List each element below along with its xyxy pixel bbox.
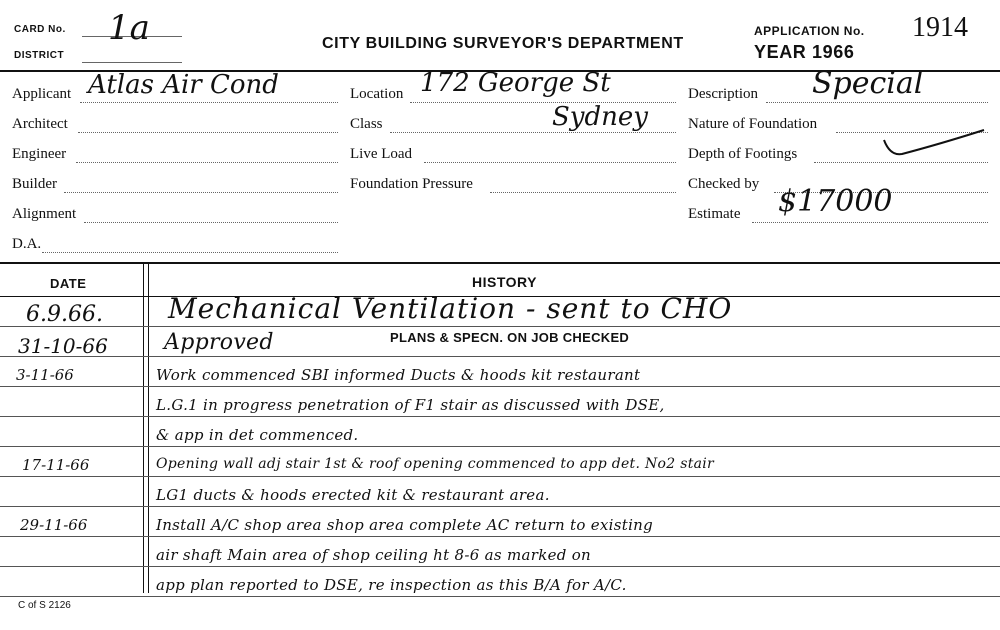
department-title: CITY BUILDING SURVEYOR'S DEPARTMENT bbox=[322, 35, 684, 52]
history-date: 31-10-66 bbox=[18, 334, 108, 358]
history-rule bbox=[0, 446, 1000, 447]
class-line bbox=[390, 132, 676, 133]
district-line bbox=[82, 62, 182, 63]
history-entry: LG1 ducts & hoods erected kit & restaurant area. bbox=[156, 486, 550, 504]
form-code: C of S 2126 bbox=[18, 600, 71, 611]
date-column-divider-2 bbox=[148, 263, 149, 593]
checked-by-label: Checked by bbox=[688, 176, 760, 192]
engineer-label: Engineer bbox=[12, 146, 67, 162]
engineer-line bbox=[76, 162, 338, 163]
check-mark bbox=[880, 126, 990, 166]
history-entry: Install A/C shop area shop area complete AC return to existing bbox=[156, 516, 654, 534]
nature-of-foundation-label: Nature of Foundation bbox=[688, 116, 818, 132]
foundation-pressure-line bbox=[490, 192, 676, 193]
history-rule bbox=[0, 536, 1000, 537]
history-rule bbox=[0, 566, 1000, 567]
description-label: Description bbox=[688, 86, 758, 102]
foundation-pressure-label: Foundation Pressure bbox=[350, 176, 473, 192]
estimate-label: Estimate bbox=[688, 206, 741, 222]
estimate-value: $17000 bbox=[778, 184, 893, 219]
application-no-label: APPLICATION No. bbox=[754, 24, 865, 38]
application-no-value: 1914 bbox=[912, 12, 968, 43]
builder-line bbox=[64, 192, 338, 193]
history-entry: air shaft Main area of shop ceiling ht 8-6 as marked on bbox=[156, 546, 592, 564]
da-line bbox=[42, 252, 338, 253]
alignment-label: Alignment bbox=[12, 206, 77, 222]
applicant-line bbox=[80, 102, 338, 103]
location-value: 172 George St bbox=[420, 68, 611, 98]
location-label: Location bbox=[350, 86, 404, 102]
depth-of-footings-label: Depth of Footings bbox=[688, 146, 798, 162]
history-entry: Opening wall adj stair 1st & roof opening commenced to app det. No2 stair bbox=[156, 456, 715, 472]
da-label: D.A. bbox=[12, 236, 42, 252]
district-label: DISTRICT bbox=[14, 50, 65, 61]
card-no-label: CARD No. bbox=[14, 24, 66, 35]
estimate-line bbox=[752, 222, 988, 223]
live-load-line bbox=[424, 162, 676, 163]
year-label: YEAR 1966 bbox=[754, 42, 855, 62]
date-header: DATE bbox=[50, 276, 87, 291]
history-entry: Approved bbox=[164, 330, 274, 355]
history-date: 17-11-66 bbox=[22, 456, 90, 474]
architect-label: Architect bbox=[12, 116, 68, 132]
class-label: Class bbox=[350, 116, 383, 132]
builder-label: Builder bbox=[12, 176, 57, 192]
history-entry: & app in det commenced. bbox=[156, 426, 359, 444]
history-entry: L.G.1 in progress penetration of F1 stair as discussed with DSE, bbox=[156, 396, 665, 414]
alignment-line bbox=[84, 222, 338, 223]
history-date: 29-11-66 bbox=[20, 516, 88, 534]
history-rule bbox=[0, 506, 1000, 507]
history-rule bbox=[0, 416, 1000, 417]
history-rule bbox=[0, 326, 1000, 327]
history-date: 3-11-66 bbox=[16, 366, 74, 384]
history-top-border bbox=[0, 262, 1000, 264]
card-no-value: 1a bbox=[108, 8, 150, 48]
history-rule bbox=[0, 356, 1000, 357]
history-entry: Work commenced SBI informed Ducts & hoods kit restaurant bbox=[156, 366, 641, 384]
applicant-label: Applicant bbox=[12, 86, 72, 102]
description-line bbox=[766, 102, 988, 103]
description-value: Special bbox=[812, 66, 924, 101]
live-load-label: Live Load bbox=[350, 146, 413, 162]
history-header: HISTORY bbox=[472, 274, 537, 290]
history-entry: app plan reported to DSE, re inspection as this B/A for A/C. bbox=[156, 576, 627, 594]
history-rule bbox=[0, 596, 1000, 597]
location-value-2: Sydney bbox=[552, 102, 648, 132]
history-date: 6.9.66. bbox=[26, 302, 103, 327]
date-column-divider-1 bbox=[143, 263, 144, 593]
plans-checked-stamp: PLANS & SPECN. ON JOB CHECKED bbox=[390, 330, 630, 345]
applicant-value: Atlas Air Cond bbox=[88, 70, 279, 100]
history-rule bbox=[0, 476, 1000, 477]
history-entry: Mechanical Ventilation - sent to CHO bbox=[168, 292, 733, 325]
architect-line bbox=[78, 132, 338, 133]
history-rule bbox=[0, 386, 1000, 387]
